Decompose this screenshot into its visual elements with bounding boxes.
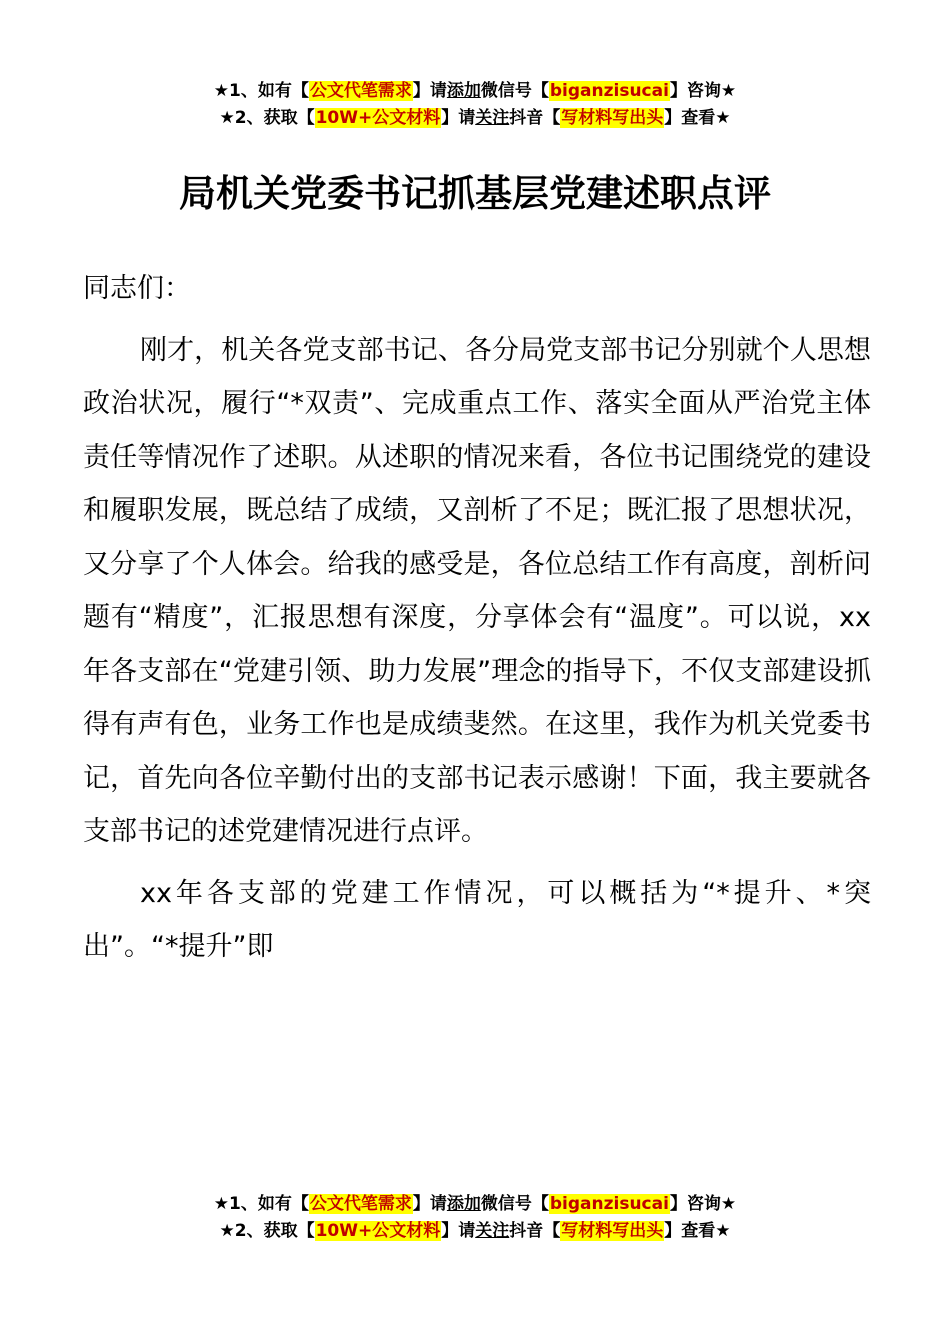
highlight-service: 公文代笔需求 [309, 81, 412, 101]
banner-text: ★1、如有【 [213, 81, 309, 101]
banner-text: 微信号【 [480, 81, 549, 101]
banner-text: 】请 [441, 1221, 476, 1241]
banner-text: 微信号【 [480, 1194, 549, 1214]
highlight-wechat-id: biganzisucai [549, 81, 669, 101]
banner-line-1 [0, 78, 950, 105]
document-body [83, 262, 871, 974]
underlined-follow: 关注 [475, 108, 510, 128]
paragraph-1: 刚才，机关各党支部书记、各分局党支部书记分别就个人思想政治状况，履行“*双责”、完成重点工作、落实全面从严治党主体责任等情况作了述职。从述职的情况来看，各位书记围绕党的建设和履职发展，既总结了成绩，又剖析了不足；既汇报了思想状况，又分享了个人体会。给我的感受是，各位总结工作有高度，剖析问题有“精度”，汇报思想有深度，分享体会有“温度”。可以说，xx年各支部在“党建引领、助力发展”理念的指导下，不仅支部建设抓得有声有色，业务工作也是成绩斐然。在这里，我作为机关党委书记，首先向各位辛勤付出的支部书记表示感谢！下面，我主要就各支部书记的述党建情况进行点评。 [83, 334, 871, 847]
banner-text: 】咨询★ [669, 81, 737, 101]
banner-text: 】请 [441, 108, 476, 128]
banner-text: 抖音【 [509, 108, 561, 128]
highlight-materials: 10W+公文材料 [315, 1221, 441, 1241]
highlight-service: 公文代笔需求 [309, 1194, 412, 1214]
highlight-wechat-id: biganzisucai [549, 1194, 669, 1214]
banner-text: 抖音【 [509, 1221, 561, 1241]
banner-text: ★2、获取【 [219, 1221, 315, 1241]
document-title: 局机关党委书记抓基层党建述职点评 [179, 172, 771, 215]
top-banner [0, 78, 950, 132]
salutation: 同志们： [83, 273, 191, 304]
banner-text: ★1、如有【 [213, 1194, 309, 1214]
banner-text: 】请 [412, 1194, 447, 1214]
banner-text: 】查看★ [664, 108, 731, 128]
banner-text: 】查看★ [664, 1221, 731, 1241]
banner-text: 】请 [412, 81, 447, 101]
banner-line-2 [0, 105, 950, 132]
underlined-add: 添加 [446, 1194, 481, 1214]
underlined-add: 添加 [446, 81, 481, 101]
banner-line-1 [0, 1191, 950, 1218]
banner-text: 】咨询★ [669, 1194, 737, 1214]
banner-line-2 [0, 1218, 950, 1245]
banner-text: ★2、获取【 [219, 108, 315, 128]
highlight-douyin: 写材料写出头 [561, 108, 664, 128]
underlined-follow: 关注 [475, 1221, 510, 1241]
paragraph-2: xx年各支部的党建工作情况，可以概括为“*提升、*突出”。“*提升”即 [83, 877, 871, 962]
highlight-douyin: 写材料写出头 [561, 1221, 664, 1241]
highlight-materials: 10W+公文材料 [315, 108, 441, 128]
bottom-banner [0, 1191, 950, 1245]
